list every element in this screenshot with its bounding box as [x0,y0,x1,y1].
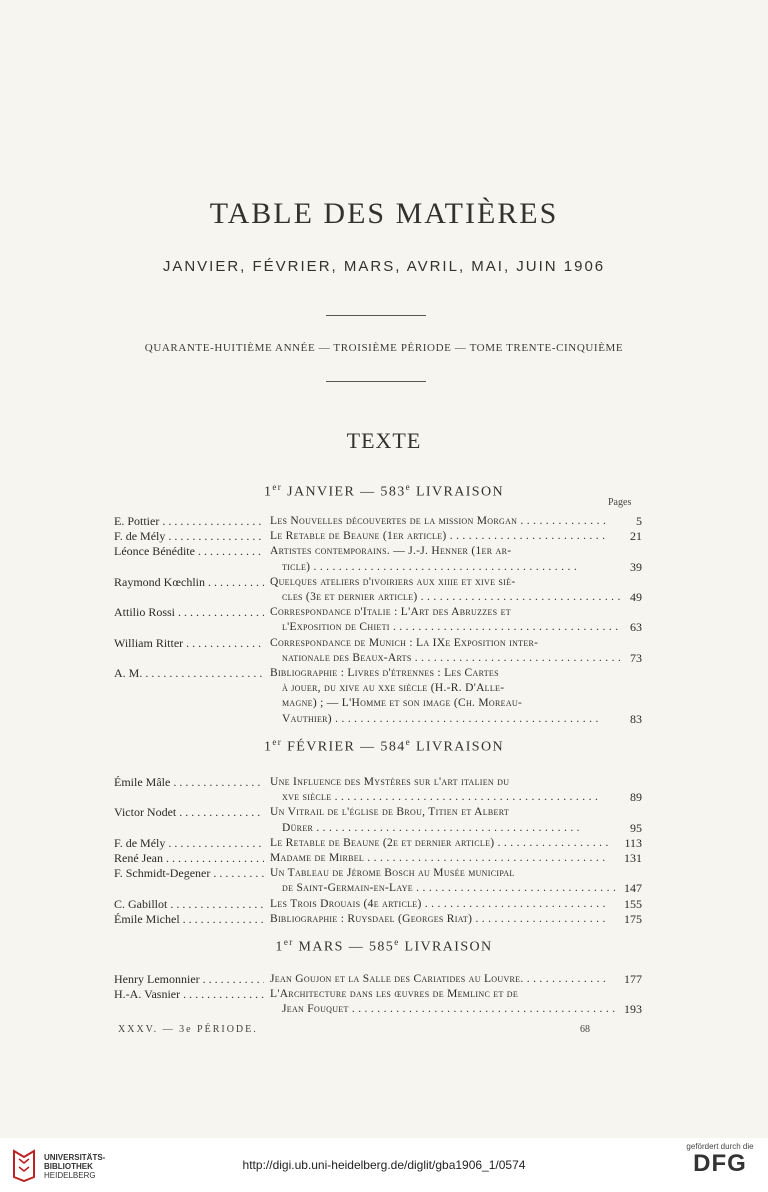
toc-row [114,696,642,712]
toc-page-number: 147 [624,881,642,896]
toc-page-number: 73 [630,650,642,665]
footer-signature: 68 [580,1024,590,1035]
toc-page-number: 177 [624,972,642,986]
toc-author: A. M. . . . [114,666,264,681]
toc-title: ticle) . . . [282,560,620,575]
toc-title: nationale des Beaux-Arts . . . [282,651,620,666]
section-heading: 1er FÉVRIER — 584e LIVRAISON [263,737,504,755]
toc-title: Une Influence des Mystères sur l'art italien du [270,776,510,788]
toc-title: Les Trois Drouais (4e article) . . . [270,897,608,912]
toc-author: Léonce Bénédite . . . [114,544,264,559]
toc-title: Vauthier) . . . [282,712,620,727]
toc-row [114,681,642,697]
section-title-texte: TEXTE [346,428,422,453]
toc-title: L'Architecture dans les œuvres de Memlinc et de [270,988,519,1001]
toc-author: Émile Mâle . . . [114,775,264,790]
toc-title: xve siècle . . . [282,790,620,805]
toc-row [114,560,642,576]
toc-page-number: 21 [630,529,642,544]
toc-title: Les Nouvelles découvertes de la mission Morgan . . . [270,514,608,529]
toc-row [114,790,642,806]
toc-row [114,605,642,621]
toc-row [114,881,642,897]
toc-author: F. de Mély . . . [114,836,264,851]
toc-author: William Ritter . . . [114,636,264,651]
toc-row [114,590,642,606]
toc-row [114,544,642,560]
toc-author: C. Gabillot . . . [114,897,264,912]
toc-row [114,912,642,928]
toc-page-number: 63 [630,620,642,635]
toc-row [114,1002,642,1018]
toc-page-number: 193 [624,1002,642,1017]
toc-row [114,514,642,530]
toc-title: Correspondance d'Italie : L'Art des Abruzzes et [270,606,511,619]
toc-row [114,651,642,667]
toc-title: Artistes contemporains. — J.-J. Henner (1er ar- [270,545,512,558]
toc-author: Henry Lemonnier . . . [114,972,264,987]
toc-row [114,620,642,636]
toc-row [114,805,642,821]
toc-row [114,636,642,652]
toc-page-number: 155 [624,896,642,911]
toc-page-number: 89 [630,790,642,805]
toc-row [114,866,642,882]
toc-row [114,836,642,852]
toc-author: H.-A. Vasnier . . . [114,987,264,1002]
toc-author: Victor Nodet . . . [114,805,264,820]
toc-page-number: 39 [630,559,642,574]
toc-row [114,821,642,837]
toc-title: Quelques ateliers d'ivoiriers aux xiiie et xive siè- [270,575,516,588]
toc-author: F. de Mély . . . [114,529,264,544]
toc-title: Jean Goujon et la Salle des Cariatides au Louvre. . . . [270,972,608,987]
toc-author: F. Schmidt-Degener . . . [114,866,264,881]
pages-label: Pages [608,497,632,508]
toc-page-number: 175 [624,911,642,926]
toc-title: Un Vitrail de l'église de Brou, Titien et Albert [270,806,510,819]
toc-page-number: 113 [624,835,642,850]
toc-author: René Jean . . . [114,851,264,866]
footer-volume: XXXV. — 3e PÉRIODE. [118,1024,258,1035]
toc-page-number: 131 [624,851,642,865]
section-heading: 1er MARS — 585e LIVRAISON [275,937,493,955]
dfg-logo[interactable]: gefördert durch die DFG [686,1142,754,1177]
toc-title: Dürer . . . [282,821,620,836]
toc-title: Jean Fouquet . . . [282,1002,620,1017]
toc-row [114,575,642,591]
page-subtitle: JANVIER, FÉVRIER, MARS, AVRIL, MAI, JUIN 1906 [162,258,606,275]
toc-title: Un Tableau de Jérome Bosch au Musée municipal [270,867,515,880]
toc-title: Le Retable de Beaune (1er article) . . . [270,529,608,544]
toc-title: Le Retable de Beaune (2e et dernier article) . . . [270,836,608,851]
period-line: QUARANTE-HUITIÈME ANNÉE — TROISIÈME PÉRIODE — TOME TRENTE-CINQUIÈME [144,342,624,354]
toc-row [114,987,642,1003]
toc-row [114,775,642,791]
toc-page-number: 49 [630,590,642,604]
toc-page-number: 5 [636,514,642,528]
toc-page-number: 83 [630,711,642,726]
toc-title: à jouer, du xive au xxe siècle (H.-R. D'Alle- [282,682,505,695]
toc-page-number: 95 [630,820,642,835]
divider [326,381,426,382]
toc-title: Bibliographie : Ruysdael (Georges Riat) . . . [270,912,608,927]
toc-row [114,712,642,728]
toc-author: Émile Michel . . . [114,912,264,927]
toc-author: Raymond Kœchlin . . . [114,575,264,590]
toc-row [114,529,642,545]
toc-title: l'Exposition de Chieti . . . [282,620,620,635]
toc-author: Attilio Rossi . . . [114,605,264,620]
toc-row [114,972,642,988]
toc-title: Bibliographie : Livres d'étrennes : Les Cartes [270,667,499,679]
library-logo[interactable]: UNIVERSITÄTS- BIBLIOTHEK HEIDELBERG [8,1143,118,1187]
toc-title: cles (3e et dernier article) . . . [282,590,620,605]
toc-author: E. Pottier . . . [114,514,264,529]
toc-row [114,851,642,867]
source-url-link[interactable]: http://digi.ub.uni-heidelberg.de/diglit/gba1906_1/0574 [242,1158,526,1172]
section-heading: 1er JANVIER — 583e LIVRAISON [264,482,504,500]
divider [326,315,426,316]
toc-title: Correspondance de Munich : La IXe Exposition inter- [270,636,539,649]
toc-title: Madame de Mirbel . . . [270,851,608,866]
toc-title: magne) ; — L'Homme et son image (Ch. Moreau- [282,697,523,710]
toc-row [114,897,642,913]
toc-title: de Saint-Germain-en-Laye . . . [282,881,620,896]
toc-row [114,666,642,682]
page-title: TABLE DES MATIÈRES [209,197,559,230]
